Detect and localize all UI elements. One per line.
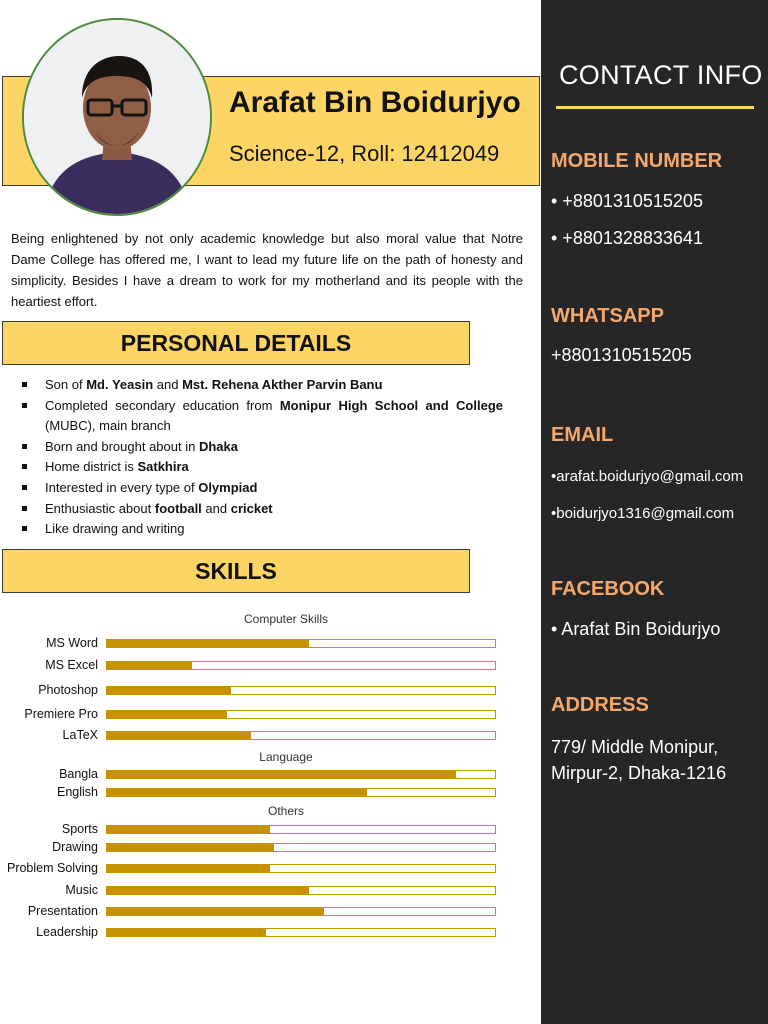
personal-detail-item: [19, 499, 503, 520]
address-heading: ADDRESS: [551, 694, 649, 716]
skills-heading: SKILLS: [2, 549, 470, 593]
detail-text: and: [153, 377, 183, 392]
candidate-subtitle: Science-12, Roll: 12412049: [229, 141, 500, 166]
detail-emphasis: football: [154, 500, 202, 516]
skill-bar-track: [106, 788, 496, 797]
skill-label: Problem Solving: [6, 861, 98, 875]
facebook-heading: FACEBOOK: [551, 578, 665, 600]
skill-bar-fill: [107, 887, 309, 894]
personal-detail-item: [19, 375, 503, 396]
person-silhouette-icon: [24, 20, 210, 214]
detail-text: Son of: [45, 377, 87, 392]
whatsapp-heading: WHATSAPP: [551, 305, 664, 327]
skill-bar-track: [106, 661, 496, 670]
skill-label: Leadership: [36, 925, 98, 939]
email-2: •boidurjyo1316@gmail.com: [551, 505, 735, 522]
mobile-number-2: • +8801328833641: [551, 228, 703, 248]
skill-bar-fill: [107, 826, 270, 833]
email-heading: EMAIL: [551, 424, 614, 446]
detail-emphasis: Md. Yeasin: [86, 377, 154, 392]
skill-bar-fill: [107, 844, 274, 851]
detail-text: Born and brought about in: [45, 438, 199, 454]
skill-bar-fill: [107, 865, 270, 872]
detail-text: and: [201, 500, 231, 516]
skill-group-label: Computer Skills: [243, 612, 329, 626]
contact-title-underline: [556, 106, 754, 109]
detail-text: Completed secondary education from: [45, 397, 280, 413]
contact-info-title: CONTACT INFO: [559, 60, 763, 90]
personal-detail-item: [19, 457, 503, 478]
skill-bar-track: [106, 825, 496, 834]
skill-label: Presentation: [27, 904, 98, 918]
skill-label: MS Excel: [45, 658, 98, 672]
skill-bar-track: [106, 710, 496, 719]
candidate-name: Arafat Bin Boidurjyo: [229, 86, 521, 119]
skill-label: LaTeX: [62, 728, 98, 742]
detail-text: (MUBC), main branch: [45, 418, 171, 434]
skill-bar-track: [106, 731, 496, 740]
skill-label: Premiere Pro: [24, 707, 98, 721]
skill-bar-track: [106, 686, 496, 695]
detail-emphasis: Satkhira: [137, 459, 189, 475]
skill-label: Music: [65, 883, 98, 897]
whatsapp-number: +8801310515205: [551, 345, 692, 365]
skill-bar-fill: [107, 732, 251, 739]
skill-bar-track: [106, 864, 496, 873]
skill-bar-track: [106, 843, 496, 852]
profile-photo: [22, 18, 212, 216]
objective-paragraph: Being enlightened by not only academic knowledge but also moral value that Notre Dame College has offered me, I want to lead my future life on the path of honesty and simplicity. Besides I have a dream to work for my motherland and its people with the heartiest effort.: [11, 231, 523, 309]
skill-label: MS Word: [46, 636, 98, 650]
skill-label: English: [57, 785, 98, 799]
skill-bar-fill: [107, 771, 456, 778]
skill-bar-fill: [107, 640, 309, 647]
skill-bar-fill: [107, 662, 192, 669]
detail-emphasis: cricket: [230, 500, 273, 516]
skill-bar-track: [106, 770, 496, 779]
skill-bar-fill: [107, 711, 227, 718]
skill-bar-track: [106, 928, 496, 937]
mobile-heading: MOBILE NUMBER: [551, 150, 723, 172]
skill-label: Drawing: [52, 840, 98, 854]
detail-emphasis: Monipur High School and College: [279, 397, 503, 413]
skill-label: Sports: [61, 822, 98, 836]
skill-group-label: Language: [259, 750, 313, 764]
detail-text: Enthusiastic about: [45, 500, 155, 516]
skill-bar-fill: [107, 789, 367, 796]
detail-text: Interested in every type of: [45, 479, 199, 495]
address-line-2: Mirpur-2, Dhaka-1216: [551, 763, 727, 783]
detail-text: Like drawing and writing: [45, 521, 185, 537]
personal-details-list: [19, 375, 503, 540]
detail-text: Home district is: [45, 459, 138, 475]
skill-label: Photoshop: [38, 683, 98, 697]
email-1: •arafat.boidurjyo@gmail.com: [551, 468, 744, 485]
skill-bar-track: [106, 886, 496, 895]
facebook-name: • Arafat Bin Boidurjyo: [551, 619, 721, 639]
skill-label: Bangla: [59, 767, 98, 781]
skill-bar-fill: [107, 908, 324, 915]
detail-emphasis: Dhaka: [198, 438, 238, 454]
personal-detail-item: [19, 396, 503, 437]
mobile-number-1: • +8801310515205: [551, 191, 703, 211]
detail-emphasis: Mst. Rehena Akther Parvin Banu: [182, 377, 383, 392]
personal-detail-item: [19, 478, 503, 499]
personal-details-heading: PERSONAL DETAILS: [2, 321, 470, 365]
skill-bar-track: [106, 907, 496, 916]
skill-bar-track: [106, 639, 496, 648]
skill-bar-fill: [107, 929, 266, 936]
personal-detail-item: [19, 437, 503, 458]
personal-detail-item: [19, 519, 503, 540]
skill-bar-fill: [107, 687, 231, 694]
detail-emphasis: Olympiad: [198, 479, 258, 495]
skill-group-label: Others: [267, 804, 304, 818]
address-line-1: 779/ Middle Monipur,: [551, 737, 719, 757]
